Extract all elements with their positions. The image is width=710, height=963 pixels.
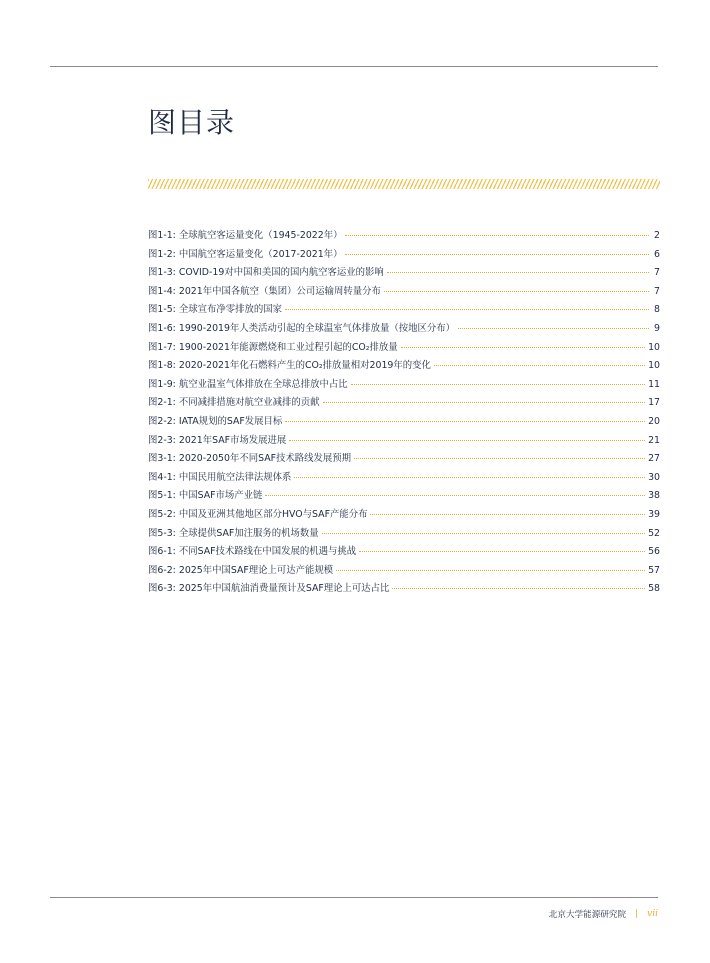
figure-title: 全球航空客运量变化（1945-2022年） xyxy=(178,230,343,241)
figure-title: 中国及亚洲其他地区部分HVO与SAF产能分布 xyxy=(178,508,368,520)
page-number: 8 xyxy=(654,304,660,316)
toc-entry-label xyxy=(148,525,319,544)
figure-title: 中国民用航空法律法规体系 xyxy=(178,471,292,483)
dot-leader xyxy=(354,458,645,459)
page-number: 56 xyxy=(648,546,660,558)
dot-leader xyxy=(434,365,645,366)
figure-number: 图1-7: xyxy=(148,341,176,353)
toc-entry-label xyxy=(148,246,342,265)
toc-entry-label xyxy=(148,227,342,246)
toc-entry-label xyxy=(148,506,367,525)
toc-entry-label xyxy=(148,376,348,395)
page-number: 27 xyxy=(648,453,660,465)
toc-row[interactable] xyxy=(148,301,660,320)
toc-entry-label xyxy=(148,432,286,451)
toc-row[interactable] xyxy=(148,376,660,395)
toc-entry-label xyxy=(148,543,356,562)
figure-title: 全球宣布净零排放的国家 xyxy=(178,304,282,316)
figure-title: 2025年中国SAF理论上可达产能规模 xyxy=(178,564,334,576)
figure-title: 2025年中国航油消费量预计及SAF理论上可达占比 xyxy=(178,583,390,595)
page-number: 6 xyxy=(654,248,660,260)
figure-title: 航空业温室气体排放在全球总排放中占比 xyxy=(178,378,348,390)
dot-leader xyxy=(387,272,649,273)
footer-page-number: vii xyxy=(647,909,658,919)
figure-number: 图5-3: xyxy=(148,527,176,539)
dot-leader xyxy=(289,440,645,441)
page-number: 52 xyxy=(648,527,660,539)
toc-entry-label xyxy=(148,450,351,469)
toc-row[interactable] xyxy=(148,339,660,358)
footer-institution: 北京大学能源研究院 xyxy=(548,910,627,920)
toc-row[interactable] xyxy=(148,562,660,581)
toc-row[interactable] xyxy=(148,264,660,283)
dot-leader xyxy=(401,347,645,348)
toc-entry-label xyxy=(148,487,262,506)
dot-leader xyxy=(285,309,649,310)
page-number: 10 xyxy=(648,341,660,353)
dot-leader xyxy=(323,402,646,403)
figure-number: 图1-9: xyxy=(148,378,176,390)
figure-title: 2020-2021年化石燃料产生的CO₂排放量相对2019年的变化 xyxy=(178,360,431,372)
decorative-stripe-band xyxy=(148,179,660,189)
figure-title: 2021年SAF市场发展进展 xyxy=(178,434,287,446)
figure-title: 2021年中国各航空（集团）公司运输周转量分布 xyxy=(178,285,381,297)
toc-entry-label xyxy=(148,394,320,413)
dot-leader xyxy=(345,235,649,236)
figure-number: 图1-8: xyxy=(148,360,176,372)
figure-title: 1990-2019年人类活动引起的全球温室气体排放量（按地区分布） xyxy=(178,322,455,334)
table-of-figures xyxy=(148,227,660,599)
page-number: 7 xyxy=(654,285,660,297)
dot-leader xyxy=(384,291,649,292)
toc-row[interactable] xyxy=(148,246,660,265)
figure-number: 图2-3: xyxy=(148,434,176,446)
toc-row[interactable] xyxy=(148,543,660,562)
figure-title: 不同减排措施对航空业减排的贡献 xyxy=(178,397,320,409)
dot-leader xyxy=(322,533,645,534)
figure-number: 图2-1: xyxy=(148,397,176,409)
toc-row[interactable] xyxy=(148,432,660,451)
toc-row[interactable] xyxy=(148,450,660,469)
toc-row[interactable] xyxy=(148,227,660,246)
toc-row[interactable] xyxy=(148,357,660,376)
page-number: 11 xyxy=(648,378,660,390)
toc-entry-label xyxy=(148,413,282,432)
figure-number: 图1-1: xyxy=(148,230,176,241)
figure-title: 2020-2050年不同SAF技术路线发展预期 xyxy=(178,453,352,465)
page-number: 38 xyxy=(648,490,660,502)
toc-entry-label xyxy=(148,562,333,581)
figure-number: 图6-3: xyxy=(148,583,176,595)
page-number: 30 xyxy=(648,471,660,483)
toc-entry-label xyxy=(148,320,455,339)
page-number: 10 xyxy=(648,360,660,372)
dot-leader xyxy=(285,421,645,422)
header-divider xyxy=(50,66,658,67)
toc-row[interactable] xyxy=(148,320,660,339)
page-number: 58 xyxy=(648,583,660,595)
figure-number: 图1-3: xyxy=(148,267,176,279)
figure-number: 图2-2: xyxy=(148,415,176,427)
dot-leader xyxy=(345,254,649,255)
toc-row[interactable] xyxy=(148,506,660,525)
toc-entry-label xyxy=(148,339,398,358)
figure-number: 图3-1: xyxy=(148,453,176,465)
toc-row[interactable] xyxy=(148,413,660,432)
figure-number: 图5-1: xyxy=(148,490,176,502)
page-number: 20 xyxy=(648,415,660,427)
page-number: 39 xyxy=(648,508,660,520)
figure-title: 全球提供SAF加注服务的机场数量 xyxy=(178,527,319,539)
figure-title: 不同SAF技术路线在中国发展的机遇与挑战 xyxy=(178,546,357,558)
figure-number: 图6-2: xyxy=(148,564,176,576)
page-title: 图目录 xyxy=(148,106,236,139)
page-number: 57 xyxy=(648,564,660,576)
toc-row[interactable] xyxy=(148,283,660,302)
figure-title: IATA规划的SAF发展目标 xyxy=(178,415,283,427)
figure-title: 1900-2021年能源燃烧和工业过程引起的CO₂排放量 xyxy=(178,341,398,353)
toc-entry-label xyxy=(148,264,384,283)
figure-title: 中国航空客运量变化（2017-2021年） xyxy=(178,248,343,260)
footer-divider xyxy=(50,897,658,898)
dot-leader xyxy=(370,514,645,515)
toc-row[interactable] xyxy=(148,394,660,413)
figure-title: COVID-19对中国和美国的国内航空客运业的影响 xyxy=(178,267,384,279)
dot-leader xyxy=(265,495,645,496)
page-number: 21 xyxy=(648,434,660,446)
toc-entry-label xyxy=(148,580,389,599)
toc-row[interactable] xyxy=(148,469,660,488)
toc-entry-label xyxy=(148,469,291,488)
page-number: 7 xyxy=(654,267,660,279)
figure-number: 图1-2: xyxy=(148,248,176,260)
toc-entry-label xyxy=(148,283,381,302)
dot-leader xyxy=(458,328,649,329)
toc-entry-label xyxy=(148,301,282,320)
dot-leader xyxy=(351,384,645,385)
page-footer xyxy=(549,908,658,920)
toc-row[interactable] xyxy=(148,580,660,599)
page-number: 2 xyxy=(654,230,660,241)
page-number: 17 xyxy=(648,397,660,409)
footer-separator: | xyxy=(635,909,639,919)
figure-number: 图5-2: xyxy=(148,508,176,520)
toc-row[interactable] xyxy=(148,525,660,544)
figure-number: 图6-1: xyxy=(148,546,176,558)
figure-number: 图1-4: xyxy=(148,285,176,297)
dot-leader xyxy=(359,551,645,552)
toc-row[interactable] xyxy=(148,487,660,506)
toc-entry-label xyxy=(148,357,431,376)
page-number: 9 xyxy=(654,322,660,334)
figure-number: 图1-5: xyxy=(148,304,176,316)
figure-number: 图1-6: xyxy=(148,322,176,334)
figure-title: 中国SAF市场产业链 xyxy=(178,490,263,502)
dot-leader xyxy=(392,588,645,589)
dot-leader xyxy=(336,570,645,571)
figure-number: 图4-1: xyxy=(148,471,176,483)
dot-leader xyxy=(294,477,645,478)
